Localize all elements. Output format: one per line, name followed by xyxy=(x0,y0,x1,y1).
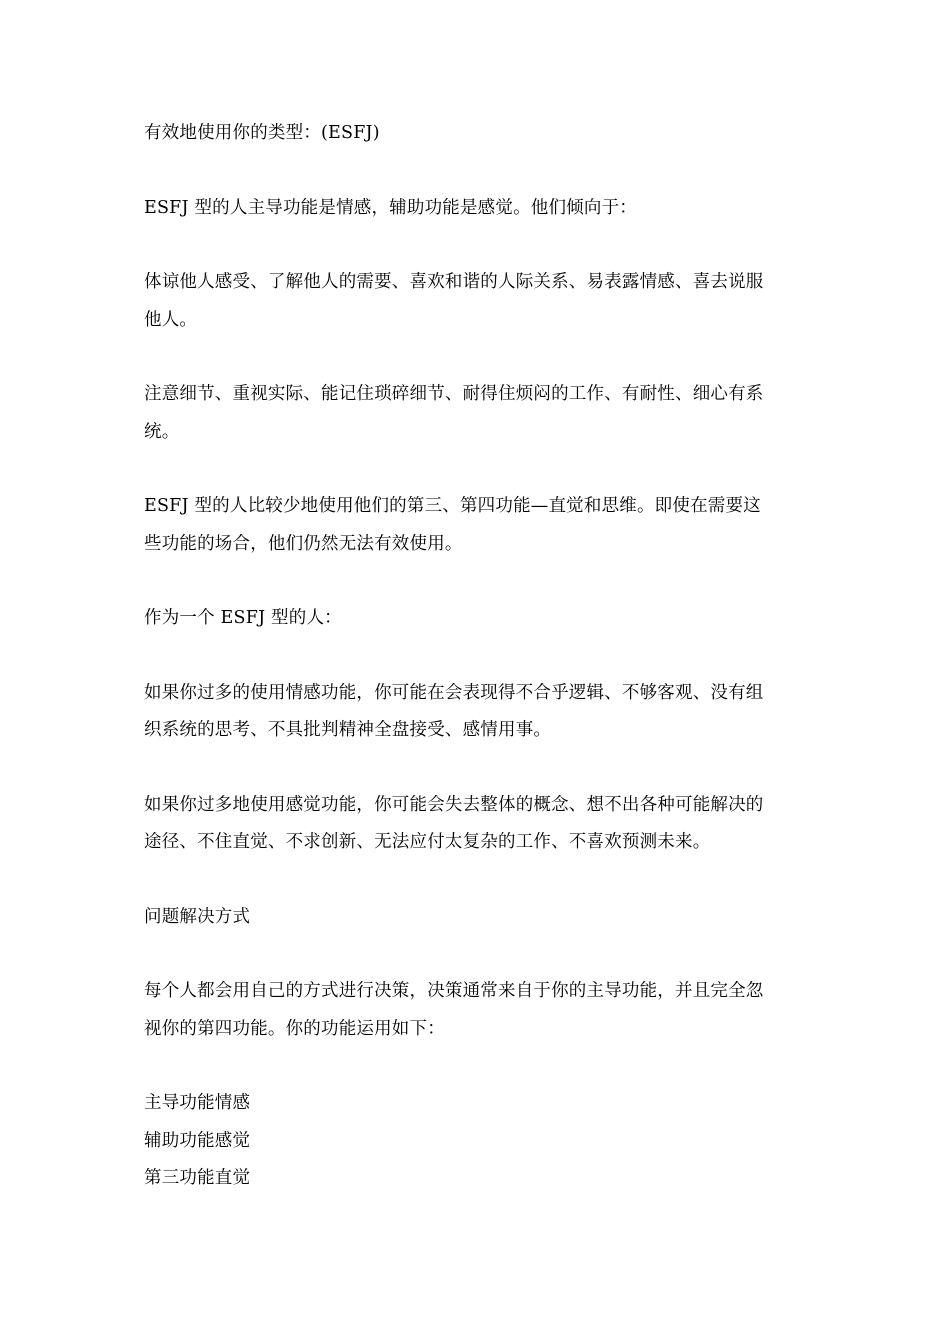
list-item-dominant: 主导功能情感 xyxy=(144,1093,251,1113)
paragraph-intro: ESFJ 型的人主导功能是情感，辅助功能是感觉。他们倾向于： xyxy=(144,198,637,218)
paragraph-overuse-sensing-line-1: 如果你过多地使用感觉功能，你可能会失去整体的概念、想不出各种可能解决的 xyxy=(144,795,764,815)
list-item-tertiary: 第三功能直觉 xyxy=(144,1168,251,1188)
paragraph-overuse-sensing-line-2: 途径、不住直觉、不求创新、无法应付太复杂的工作、不喜欢预测未来。 xyxy=(144,832,711,852)
paragraph-feeling-line-2: 他人。 xyxy=(144,310,198,330)
paragraph-sensing-line-2: 统。 xyxy=(144,422,180,442)
heading-problem-solving: 问题解决方式 xyxy=(144,907,251,927)
paragraph-decision-line-1: 每个人都会用自己的方式进行决策，决策通常来自于你的主导功能，并且完全忽 xyxy=(144,981,764,1001)
paragraph-overuse-feeling-line-2: 织系统的思考、不具批判精神全盘接受、感情用事。 xyxy=(144,720,552,740)
paragraph-sensing-line-1: 注意细节、重视实际、能记住琐碎细节、耐得住烦闷的工作、有耐性、细心有系 xyxy=(144,384,764,404)
paragraph-as-esfj: 作为一个 ESFJ 型的人： xyxy=(144,608,342,628)
paragraph-third-fourth-line-1: ESFJ 型的人比较少地使用他们的第三、第四功能—直觉和思维。即使在需要这 xyxy=(144,496,761,516)
paragraph-overuse-feeling-line-1: 如果你过多的使用情感功能，你可能在会表现得不合乎逻辑、不够客观、没有组 xyxy=(144,683,764,703)
heading-type-usage: 有效地使用你的类型：(ESFJ) xyxy=(144,123,380,143)
list-item-auxiliary: 辅助功能感觉 xyxy=(144,1131,251,1151)
paragraph-feeling-line-1: 体谅他人感受、了解他人的需要、喜欢和谐的人际关系、易表露情感、喜去说服 xyxy=(144,272,764,292)
paragraph-third-fourth-line-2: 些功能的场合，他们仍然无法有效使用。 xyxy=(144,534,463,554)
paragraph-decision-line-2: 视你的第四功能。你的功能运用如下： xyxy=(144,1019,445,1039)
